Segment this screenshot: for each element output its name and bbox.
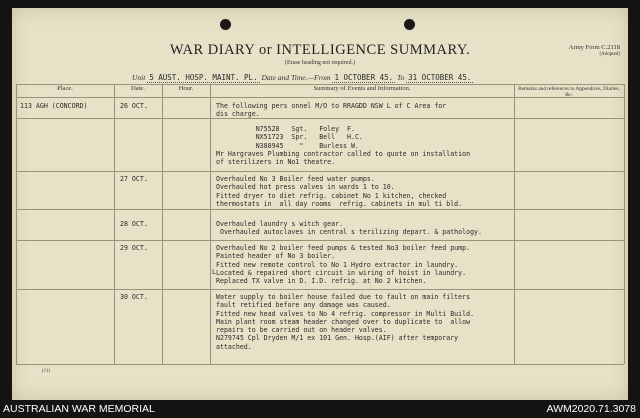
unit-line <box>132 73 473 82</box>
row-rule <box>16 209 624 210</box>
col-rule-0 <box>16 84 17 364</box>
col-rule-3 <box>210 84 211 364</box>
margin-mark: L <box>212 268 216 276</box>
form-number-text: Army Form C.2118 <box>568 44 620 51</box>
row-rule <box>16 171 624 172</box>
entry-date: 28 OCT. <box>120 220 148 228</box>
entry-date: 30 OCT. <box>120 293 148 301</box>
col-header-hour: Hour. <box>178 85 194 92</box>
date-to-label: To <box>397 73 405 82</box>
entry-text: Overhauled No 2 boiler feed pumps & tested No3 boiler feed pump. Painted header of No 3 boiler. Fitted new remote control to No 1 Hydro extractor in laundry. Located & repaired short circuit in wiring of hoist in laundry. Replaced TX valve in D. I.D. refrig. at No 2 kitchen. <box>216 244 471 286</box>
date-to: 31 OCTOBER 45. <box>408 73 472 82</box>
punch-hole-left <box>220 19 231 30</box>
entry-place: 113 AGH (CONCORD) <box>20 102 88 110</box>
table-bottom-rule <box>16 364 624 365</box>
entry-text: The following pers onnel M/O to RRAGDD NSW L of C Area for dis charge. <box>216 102 447 119</box>
col-rule-5 <box>624 84 625 364</box>
date-from: 1 OCTOBER 45. <box>334 73 394 82</box>
page-title: WAR DIARY or INTELLIGENCE SUMMARY. <box>169 42 471 58</box>
col-rule-4 <box>514 84 515 364</box>
unit-label: Unit <box>132 73 146 82</box>
unit-value: 5 AUST. HOSP. MAINT. PL. <box>149 73 258 82</box>
entry-text: Overhauled laundry s witch gear. Overhauled autoclaves in central s terilizing depart. & pathology. <box>216 220 482 237</box>
col-rule-2 <box>162 84 163 364</box>
entry-text: Overhauled No 3 Boiler feed water pumps. Overhauled hot press valves in wards 1 to 10. Fitted dryer to diet refrig. cabinet No 1 kitchen, checked thermostats in all day rooms refrig. cabinets in mul ti bld. <box>216 175 463 208</box>
col-header-date: Date. <box>131 85 145 92</box>
entry-date: 26 OCT. <box>120 102 148 110</box>
row-rule <box>16 289 624 290</box>
col-header-remarks: Remarks and references to Appendices, Diaries, &c. <box>518 86 620 98</box>
date-label: Date and Time.—From <box>261 73 331 82</box>
archive-reference: AWM2020.71.3078 <box>546 403 636 415</box>
form-number-note: (Adopted) <box>599 52 620 57</box>
form-number <box>569 44 620 58</box>
entry-date: 27 OCT. <box>120 175 148 183</box>
row-rule <box>16 240 624 241</box>
form-footer: (11) <box>42 369 51 374</box>
diary-page <box>12 8 628 400</box>
archive-credit-bar <box>0 400 640 418</box>
col-rule-1 <box>114 84 115 364</box>
page-subtitle: (Erase heading not required.) <box>285 60 355 66</box>
entry-date: 29 OCT. <box>120 244 148 252</box>
col-header-summary: Summary of Events and Information. <box>313 85 411 92</box>
entry-text: N75528 Sgt. Foley F. NX51723 Spr. Bell H.C. N388945 " Burless W. Mr Hargraves Plumbing contractor called to quote on installation of sterilizers in No1 theatre. <box>216 125 471 167</box>
archive-credit: AUSTRALIAN WAR MEMORIAL <box>3 403 155 415</box>
punch-hole-right <box>404 19 415 30</box>
entry-text: Water supply to boiler house failed due to fault on main filters fault retified before any damage was caused. Fitted new head valves to No 4 refrig. compressor in Multi Build. Main plant room steam header changed over to duplicate to allow repairs to be carried out on header valves. N279745 Cpl Dryden M/1 ex 101 Gen. Hosp.(AIF) after temporary attached. <box>216 293 475 351</box>
col-header-place: Place. <box>57 85 73 92</box>
